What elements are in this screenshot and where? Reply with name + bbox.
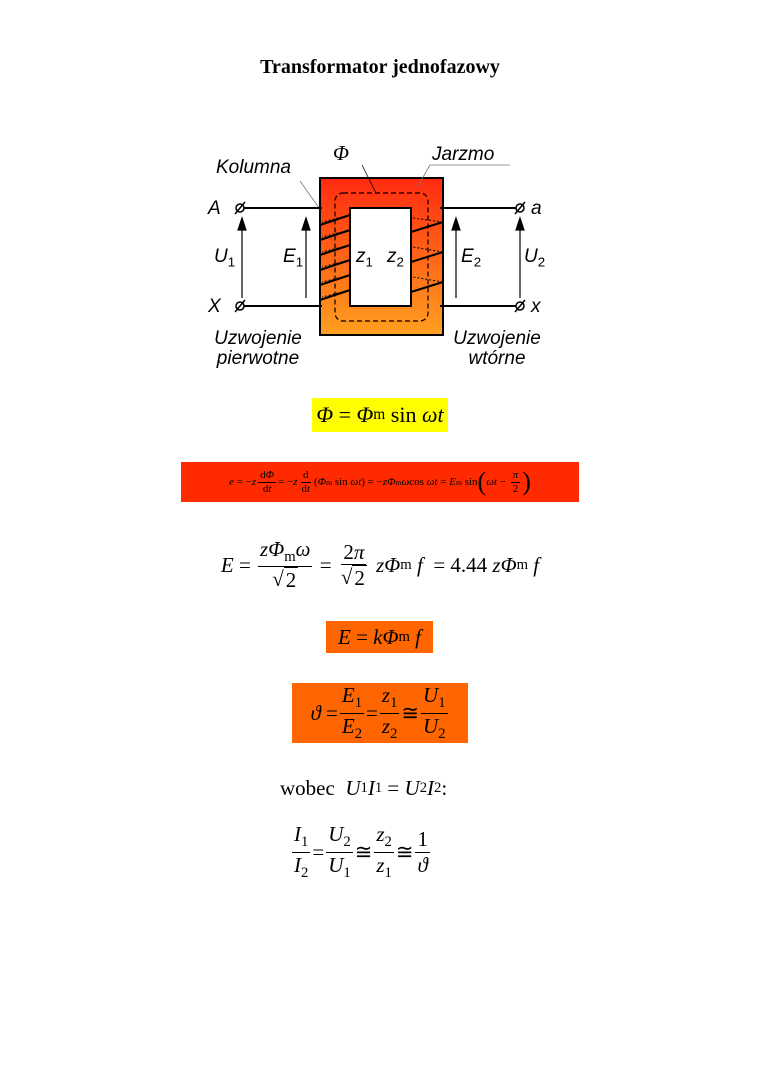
formula-emf: e = − z $\frac{d\Phi}{dt}$ = − z $\frac{d}{dt}$ ( Φ m sin ωt ) = − zΦ m ω cos ωt = E m sin ( ωt − $\frac{\pi}{2}$ ): [181, 462, 579, 502]
formula-E-rms: E = $z\Phi_m\omega$ √ 2 = 2π √ 2 zΦ m f = 4.44 zΦ m f: [220, 537, 540, 593]
formula-flux: Φ = Φ m sin ωt: [312, 398, 448, 432]
z2-label: $z_2$: [387, 246, 404, 270]
z1-label: $z_1$: [356, 246, 373, 270]
formula-ratio: ϑ = $\frac{E_1}{E_2}$ = $\frac{z_1}{z_2}$ ≅ $\frac{U_1}{U_2}$: [292, 683, 468, 743]
formula-power-balance: wobec U 1 I 1 = U 2 I 2 :: [280, 775, 448, 800]
E1-label: $E_1$: [283, 246, 304, 270]
terminal-a-label: a: [531, 198, 542, 219]
secondary-winding-label: Uzwojenie wtórne: [453, 328, 541, 369]
terminal-x-label: x: [531, 296, 541, 317]
transformer-core: [320, 178, 443, 335]
jarzmo-label: Jarzmo: [432, 144, 495, 165]
flux-label: Φ: [333, 141, 349, 165]
formula-current-ratio: $\frac{I_1}{I_2}$ = $\frac{U_2}{U_1}$ ≅ $\frac{z_2}{z_1}$ ≅ $\frac{1}{ϑ}$: [294, 822, 428, 881]
terminal-A-label: A: [208, 198, 221, 219]
terminal-X-label: X: [208, 296, 221, 317]
page-title: Transformator jednofazowy: [260, 56, 500, 78]
U2-label: $U_2$: [524, 246, 546, 270]
U1-label: $U_1$: [214, 246, 236, 270]
formula-E-k: E = kΦ m f: [326, 621, 433, 653]
kolumna-label: Kolumna: [216, 157, 291, 178]
primary-winding-label: Uzwojenie pierwotne: [214, 328, 302, 369]
E2-label: $E_2$: [461, 246, 482, 270]
